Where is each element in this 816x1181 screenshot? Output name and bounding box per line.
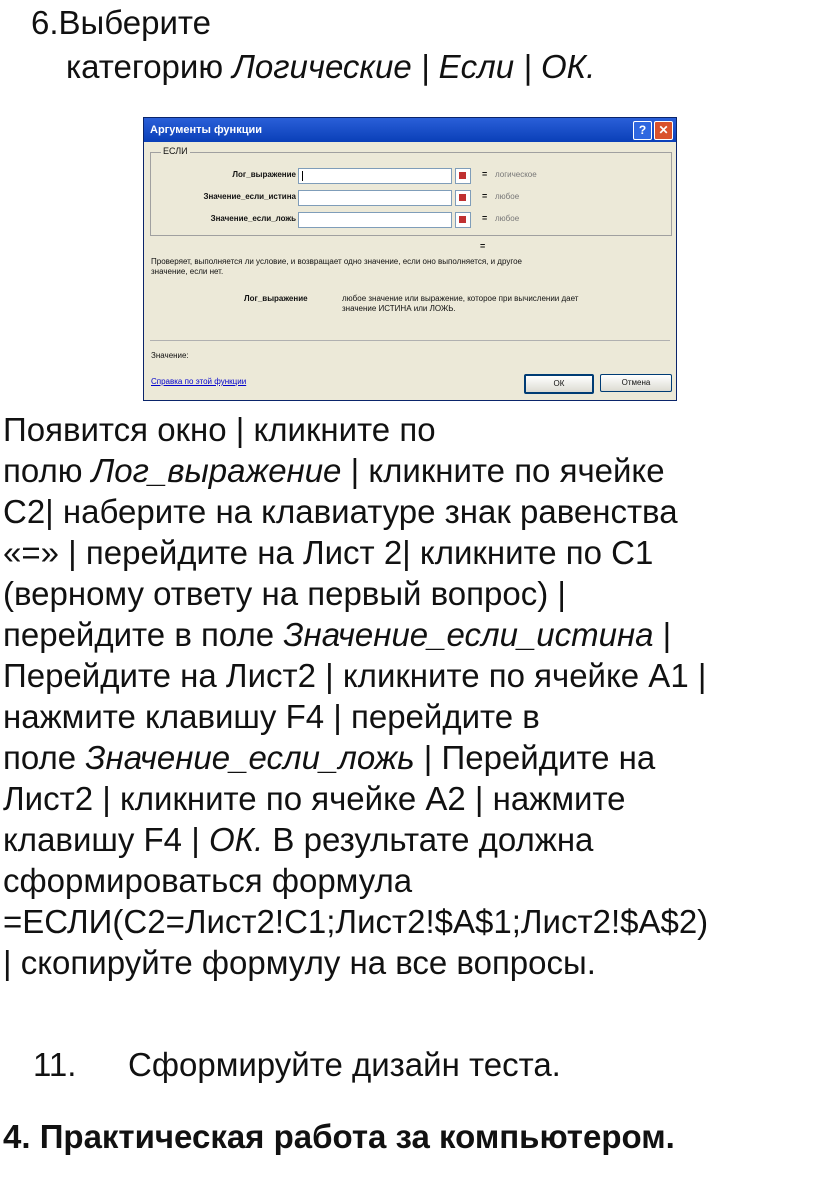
close-icon[interactable]: ✕ bbox=[654, 121, 673, 140]
range-picker-icon[interactable] bbox=[455, 168, 471, 184]
arg-desc-line: любое значение или выражение, которое при вычислении дает bbox=[342, 294, 579, 303]
eq-sign: = bbox=[482, 213, 488, 223]
result-eq-sign: = bbox=[480, 241, 486, 251]
instruction-text: «=» | перейдите на Лист 2| кликните по С1 bbox=[3, 534, 654, 571]
function-description bbox=[151, 257, 522, 277]
instruction-text: клавишу F4 | bbox=[3, 821, 209, 858]
arg-label: Значение_если_ложь bbox=[210, 214, 296, 223]
description-line: Проверяет, выполняется ли условие, и возвращает одно значение, если оно выполняется, и другое bbox=[151, 257, 522, 266]
text-cursor bbox=[302, 171, 303, 181]
instruction-text: С2| наберите на клавиатуре знак равенства bbox=[3, 493, 678, 530]
arg-desc-line: значение ИСТИНА или ЛОЖЬ. bbox=[342, 304, 456, 313]
instruction-line bbox=[3, 819, 593, 860]
instruction-text: | скопируйте формулу на все вопросы. bbox=[3, 944, 596, 981]
arg-label: Лог_выражение bbox=[232, 170, 296, 179]
dialog-title: Аргументы функции bbox=[150, 124, 262, 136]
dialog-titlebar bbox=[144, 118, 676, 142]
instruction-text: | Перейдите на bbox=[414, 739, 656, 776]
description-line: значение, если нет. bbox=[151, 267, 224, 276]
instruction-line bbox=[3, 491, 678, 532]
cancel-button[interactable]: Отмена bbox=[600, 374, 672, 392]
instruction-text: полю bbox=[3, 452, 92, 489]
instruction-text: | кликните по ячейке bbox=[341, 452, 665, 489]
instruction-text: Перейдите на Лист2 | кликните по ячейке А1 | bbox=[3, 657, 707, 694]
instruction-text: | bbox=[653, 616, 672, 653]
value-label: Значение: bbox=[151, 351, 189, 360]
divider bbox=[150, 340, 670, 341]
ok-button[interactable]: ОК bbox=[524, 374, 594, 394]
eq-sign: = bbox=[482, 169, 488, 179]
step11-number: 11. bbox=[33, 1046, 77, 1083]
arg-row-value-if-false bbox=[151, 211, 671, 229]
instruction-line bbox=[3, 532, 653, 573]
instruction-text: Лист2 | кликните по ячейке А2 | нажмите bbox=[3, 780, 626, 817]
section-heading: 4. Практическая работа за компьютером. bbox=[3, 1118, 675, 1155]
instruction-line bbox=[3, 860, 412, 901]
instruction-line bbox=[3, 696, 540, 737]
instruction-line bbox=[3, 655, 706, 696]
if-argument-group bbox=[150, 146, 672, 236]
group-label: ЕСЛИ bbox=[163, 146, 188, 156]
instruction-term: ОК. bbox=[208, 821, 264, 858]
instruction-text: =ЕСЛИ(С2=Лист2!С1;Лист2!$A$1;Лист2!$A$2) bbox=[3, 903, 709, 940]
function-arguments-dialog bbox=[143, 117, 677, 401]
arg-type: логическое bbox=[495, 170, 537, 179]
instruction-line bbox=[3, 778, 626, 819]
help-icon[interactable]: ? bbox=[633, 121, 652, 140]
instruction-line bbox=[3, 450, 665, 491]
eq-sign: = bbox=[482, 191, 488, 201]
instruction-term: Значение_если_ложь bbox=[85, 739, 415, 776]
instruction-line bbox=[3, 409, 436, 450]
step6-line1: 6.Выберите bbox=[31, 4, 212, 41]
instruction-text: Появится окно | кликните по bbox=[3, 411, 436, 448]
step11-text: Сформируйте дизайн теста. bbox=[128, 1046, 561, 1083]
value-if-true-input[interactable] bbox=[298, 190, 452, 206]
instruction-line bbox=[3, 737, 655, 778]
instruction-text: нажмите клавишу F4 | перейдите в bbox=[3, 698, 540, 735]
range-picker-icon[interactable] bbox=[455, 190, 471, 206]
instruction-line bbox=[3, 614, 671, 655]
instruction-term: Лог_выражение bbox=[91, 452, 342, 489]
instruction-line bbox=[3, 942, 596, 983]
step6-path: Логические | Если | ОК. bbox=[232, 48, 596, 85]
arg-help-desc bbox=[342, 294, 578, 314]
instruction-line bbox=[3, 573, 566, 614]
arg-help-name: Лог_выражение bbox=[244, 294, 308, 303]
instruction-text: поле bbox=[3, 739, 86, 776]
step6-line2 bbox=[66, 46, 595, 87]
instruction-term: Значение_если_истина bbox=[283, 616, 654, 653]
arg-type: любое bbox=[495, 214, 520, 223]
arg-type: любое bbox=[495, 192, 520, 201]
help-link[interactable]: Справка по этой функции bbox=[151, 377, 247, 386]
instruction-text: перейдите в поле bbox=[3, 616, 284, 653]
arg-row-logical-test bbox=[151, 167, 671, 185]
step6-prefix: категорию bbox=[66, 48, 233, 85]
instruction-text: сформироваться формула bbox=[3, 862, 413, 899]
arg-label: Значение_если_истина bbox=[203, 192, 296, 201]
arg-row-value-if-true bbox=[151, 189, 671, 207]
logical-test-input[interactable] bbox=[298, 168, 452, 184]
instruction-line bbox=[3, 901, 708, 942]
range-picker-icon[interactable] bbox=[455, 212, 471, 228]
instruction-text: В результате должна bbox=[263, 821, 594, 858]
value-if-false-input[interactable] bbox=[298, 212, 452, 228]
instruction-text: (верному ответу на первый вопрос) | bbox=[3, 575, 566, 612]
